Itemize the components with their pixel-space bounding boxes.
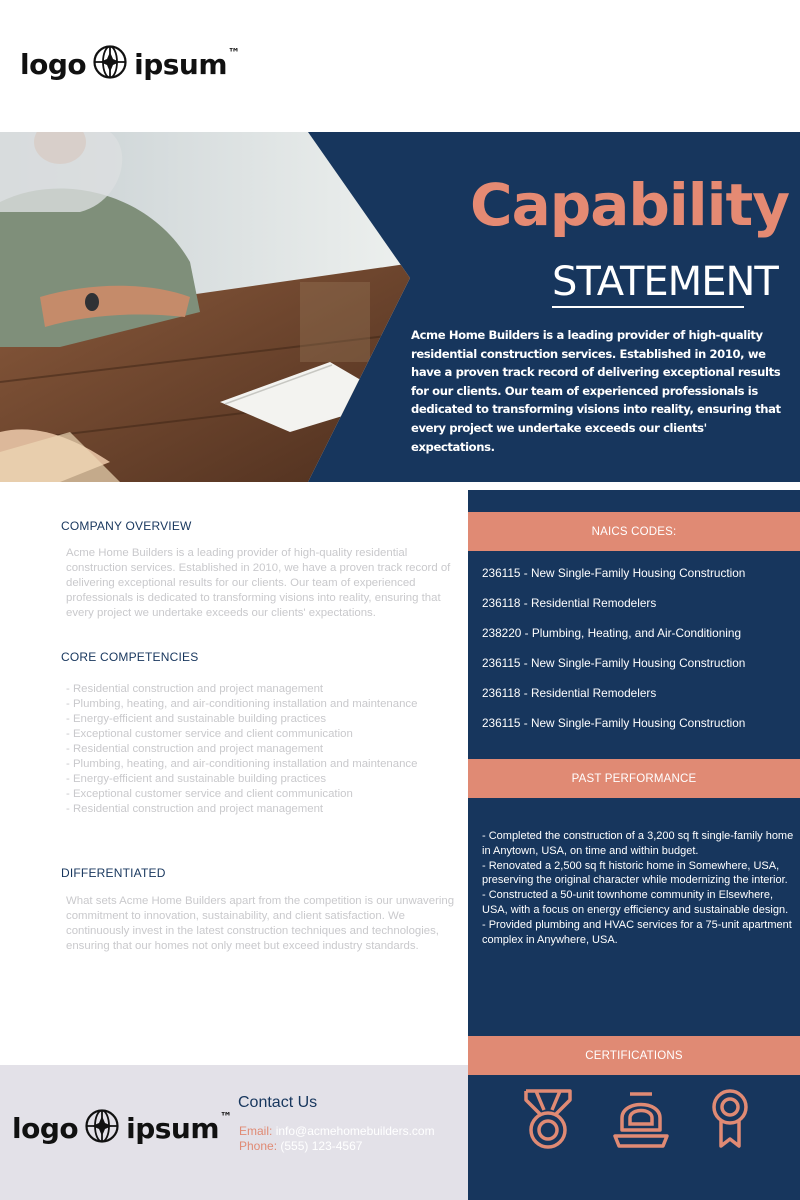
company-overview-heading: COMPANY OVERVIEW [61,519,192,533]
naics-heading: NAICS CODES: [468,512,800,551]
hero-title: Capability [470,171,790,239]
list-item: - Exceptional customer service and client communication [66,788,353,800]
naics-codes-list [482,566,794,746]
award-ribbon-icon [708,1088,752,1150]
logo-trademark: ™ [228,46,241,60]
trophy-icon [610,1088,672,1150]
phone-label: Phone: [239,1139,278,1153]
naics-item: 236118 - Residential Remodelers [482,596,657,610]
hero-banner [0,132,800,482]
footer-logo [12,1108,232,1148]
certifications-heading: CERTIFICATIONS [468,1036,800,1075]
hero-subtitle: STATEMENT [552,259,778,305]
company-overview-text: Acme Home Builders is a leading provider of high-quality residential construction services. Established in 2010, we have a proven track record of delivering exceptional results for our clients. Our team of experienced professionals is dedicated to transforming visions into reality, ensuring that every project we undertake exceeds our clients' expectations. [66,547,451,619]
globe-icon [84,1108,120,1148]
list-item: - Energy-efficient and sustainable building practices [66,713,327,725]
differentiated-heading: DIFFERENTIATED [61,866,166,880]
core-competencies-heading: CORE COMPETENCIES [61,650,199,664]
list-item: - Residential construction and project management [66,683,324,695]
list-item: - Exceptional customer service and client communication [66,728,353,740]
performance-item: - Completed the construction of a 3,200 sq ft single-family home in Anytown, USA, on time and within budget. [482,830,794,857]
phone-link[interactable]: (555) 123-4567 [280,1139,363,1153]
naics-item: 236115 - New Single-Family Housing Construction [482,656,746,670]
email-link[interactable]: info@acmehomebuilders.com [275,1124,435,1138]
logo-word-right: ipsum [126,1111,220,1145]
performance-item: - Renovated a 2,500 sq ft historic home in Somewhere, USA, preserving the original character while modernizing the interior. [482,859,788,887]
performance-item: - Constructed a 50-unit townhome community in Elsewhere, USA, with a focus on energy efficiency and sustainable design. [482,889,789,916]
logo-word-left: logo [20,47,87,81]
naics-item: 236118 - Residential Remodelers [482,686,657,700]
naics-item: 236115 - New Single-Family Housing Construction [482,566,746,580]
hero-subtitle-underline [552,306,744,308]
logo-word-right: ipsum [134,47,228,81]
email-label: Email: [239,1124,273,1138]
list-item: - Plumbing, heating, and air-conditioning installation and maintenance [66,698,418,710]
performance-item: - Provided plumbing and HVAC services for a 75-unit apartment complex in Anywhere, USA. [482,918,792,946]
contact-heading: Contact Us [238,1094,318,1111]
list-item: - Energy-efficient and sustainable building practices [66,773,327,785]
differentiated-text: What sets Acme Home Builders apart from the competition is our unwavering commitment to innovation, sustainability, and client satisfaction. We continuously invest in the latest construction techniques and technologies, ensuring that our homes not only meet but exceed industry standards. [66,895,455,952]
list-item: - Plumbing, heating, and air-conditioning installation and maintenance [66,758,418,770]
hero-intro-text: Acme Home Builders is a leading provider of high-quality residential construction services. Established in 2010, we have a proven track record of delivering exceptional results for our clients. Our team of experienced professionals is dedicated to transforming visions into reality, ensuring that every project we undertake exceeds our clients' expectations. [411,328,781,454]
contact-phone-row [239,1139,362,1154]
medal-icon [522,1088,574,1150]
core-competencies-list [66,682,464,817]
globe-icon [92,44,128,84]
list-item: - Residential construction and project management [66,743,324,755]
naics-item: 236115 - New Single-Family Housing Construction [482,716,746,730]
past-performance-heading: PAST PERFORMANCE [468,759,800,798]
certification-icons [522,1088,752,1152]
logo-trademark: ™ [220,1110,233,1124]
header-logo [20,44,240,84]
naics-item: 238220 - Plumbing, Heating, and Air-Conditioning [482,626,742,640]
contact-email-row [239,1124,435,1139]
list-item: - Residential construction and project management [66,803,324,815]
past-performance-list [482,829,794,947]
logo-word-left: logo [12,1111,79,1145]
